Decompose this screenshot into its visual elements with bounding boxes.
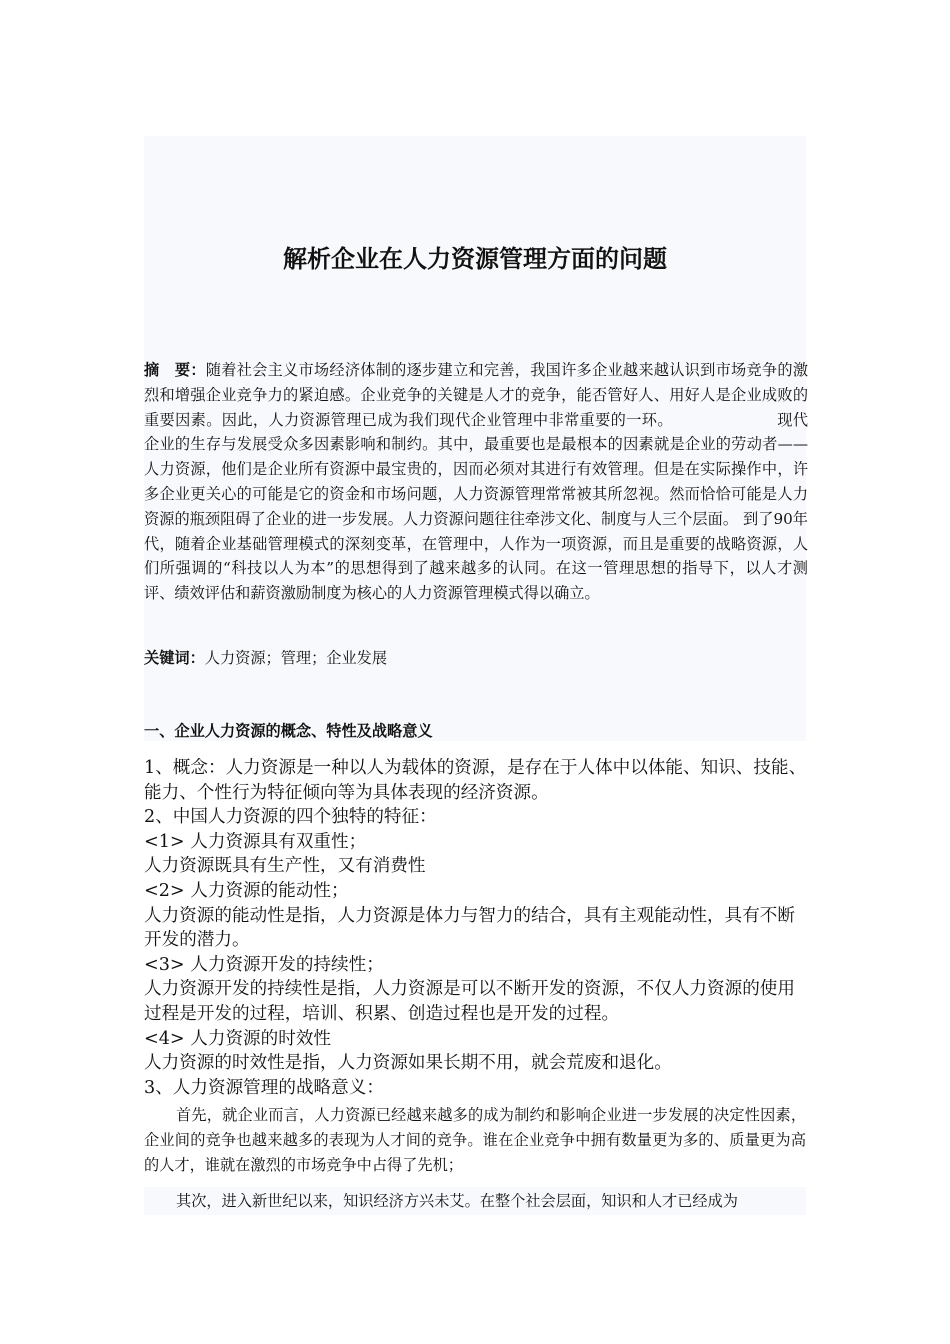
body-line: <3> 人力资源开发的持续性； (144, 954, 384, 975)
abstract-text-part1: 随着社会主义市场经济体制的逐步建立和完善，我国许多企业越来越认识到市场竞争的激烈和增强企业竞争力的紧迫感。企业竞争的关键是人才的竞争，能否管好人、用好人是企业成败的重要因素。因此，人力资源管理已成为我们现代企业管理中非常重要的一环。 (144, 361, 809, 429)
body-line: 人力资源的时效性是指，人力资源如果长期不用，就会荒废和退化。 (144, 1053, 672, 1074)
paragraph-first: 首先，就企业而言，人力资源已经越来越多的成为制约和影响企业进一步发展的决定性因素，企业间的竞争也越来越多的表现为人才间的竞争。谁在企业竞争中拥有数量更为多的、质量更为高的人才，谁就在激烈的市场竞争中占得了先机； (144, 1106, 806, 1174)
body-line: 3、人力资源管理的战略意义： (144, 1077, 384, 1098)
body-line: <4> 人力资源的时效性 (144, 1028, 332, 1049)
abstract-paragraph (144, 358, 808, 606)
abstract-text-part2: 现代企业的生存与发展受众多因素影响和制约。其中，最重要也是最根本的因素就是企业的劳动者——人力资源，他们是企业所有资源中最宝贵的，因而必须对其进行有效管理。但是在实际操作中，许多企业更关心的可能是它的资金和市场问题，人力资源管理常常被其所忽视。然而恰恰可能是人力资源的瓶颈阻碍了企业的进一步发展。人力资源问题往往牵涉文化、制度与人三个层面。 到了90年代，随着企业基础管理模式的深刻变革，在管理中，人作为一项资源，而且是重要的战略资源，人们所强调的“科技以人为本”的思想得到了越来越多的认同。在这一管理思想的指导下，以人才测评、绩效评估和薪资激励制度为核心的人力资源管理模式得以确立。 (144, 410, 809, 603)
body-line: 人力资源既具有生产性，又有消费性 (144, 856, 426, 877)
body-line: 人力资源的能动性是指，人力资源是体力与智力的结合，具有主观能动性，具有不断开发的潜力。 (144, 905, 795, 951)
section-heading: 一、企业人力资源的概念、特性及战略意义 (144, 722, 433, 740)
body-line: <1> 人力资源具有双重性； (144, 831, 367, 852)
paragraph-second: 其次，进入新世纪以来，知识经济方兴未艾。在整个社会层面，知识和人才已经成为 (176, 1192, 738, 1210)
body-line: 2、中国人力资源的四个独特的特征： (144, 807, 437, 828)
keywords-label: 关键词： (144, 649, 205, 667)
keywords-line (144, 646, 806, 670)
body-line: 人力资源开发的持续性是指，人力资源是可以不断开发的资源，不仅人力资源的使用过程是开发的过程，培训、积累、创造过程也是开发的过程。 (144, 979, 795, 1024)
body-line: 1、概念：人力资源是一种以人为载体的资源，是存在于人体中以体能、知识、技能、能力、个性行为特征倾向等为具体表现的经济资源。 (144, 758, 807, 803)
document-title: 解析企业在人力资源管理方面的问题 (283, 244, 667, 273)
section-body (144, 756, 808, 1100)
keywords-text: 人力资源；管理；企业发展 (204, 649, 387, 667)
body-line: <2> 人力资源的能动性； (144, 880, 349, 901)
abstract-label: 摘 要： (144, 361, 206, 379)
